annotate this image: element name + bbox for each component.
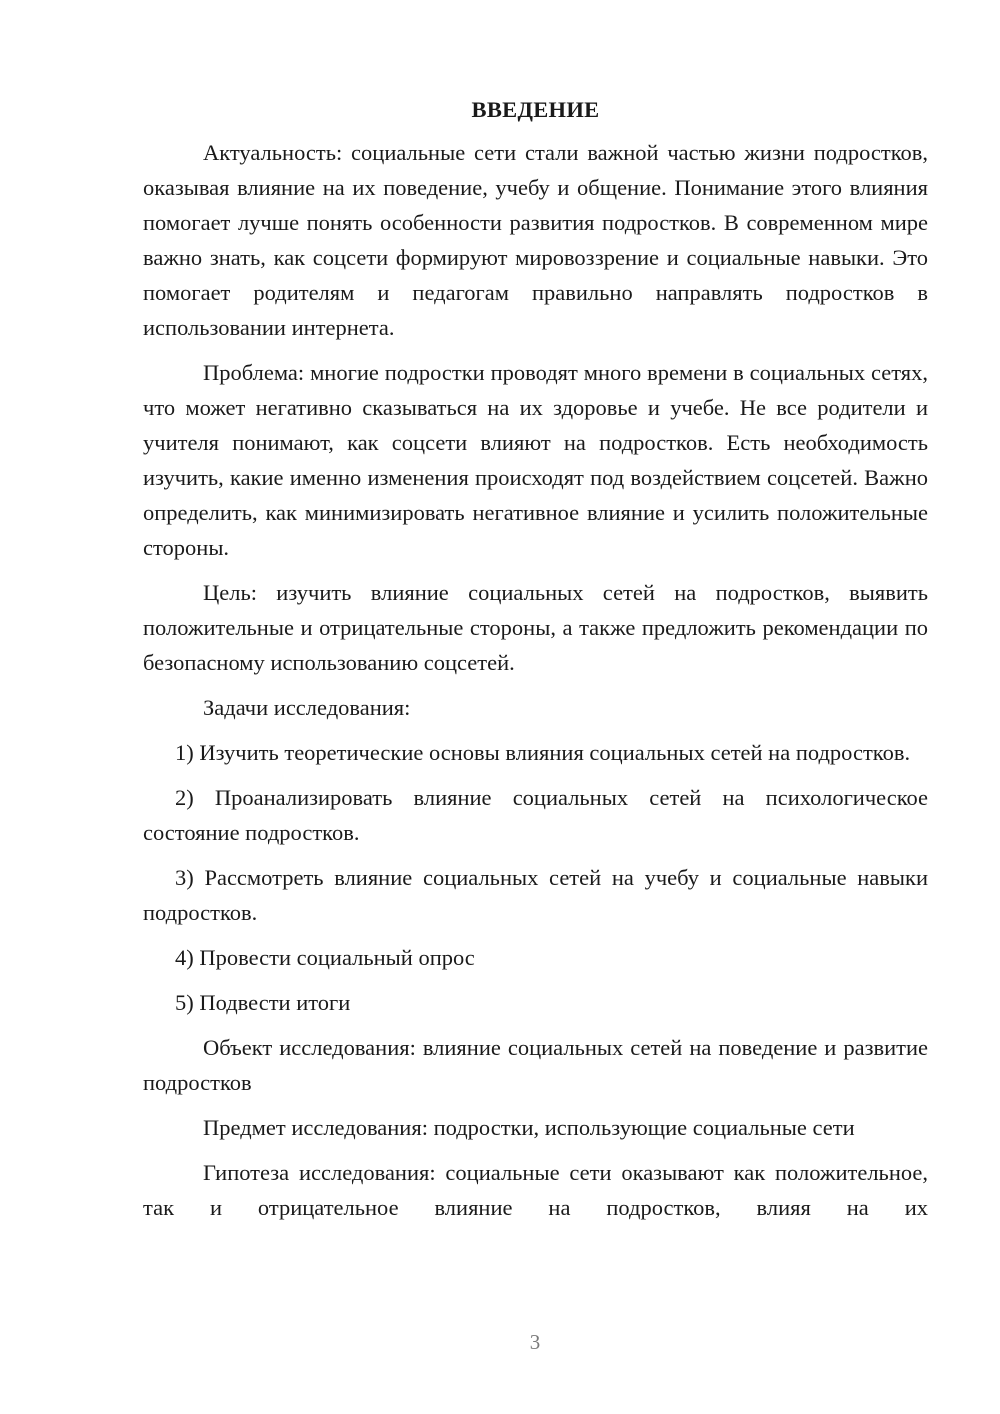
paragraph-relevance: Актуальность: социальные сети стали важной частью жизни подростков, оказывая влияние на их поведение, учебу и общение. Понимание этого влияния помогает лучше понять особенности развития подростков. В современном мире важно знать, как соцсети формируют мировоззрение и социальные навыки. Это помогает родителям и педагогам правильно направлять подростков в использовании интернета.	[143, 140, 928, 340]
section-title: ВВЕДЕНИЕ	[471, 97, 600, 122]
task-item-5: 5) Подвести итоги	[175, 990, 351, 1015]
paragraph-hypothesis: Гипотеза исследования: социальные сети оказывают как положительное, так и отрицательное влияние на подростков, влияя на их	[143, 1160, 928, 1220]
paragraph-object: Объект исследования: влияние социальных сетей на поведение и развитие подростков	[143, 1035, 928, 1095]
paragraph-subject: Предмет исследования: подростки, использующие социальные сети	[203, 1115, 855, 1140]
paragraph-problem: Проблема: многие подростки проводят много времени в социальных сетях, что может негативно сказываться на их здоровье и учебе. Не все родители и учителя понимают, как соцсети влияют на подростков. Есть необходимость изучить, какие именно изменения происходят под воздействием соцсетей. Важно определить, как минимизировать негативное влияние и усилить положительные стороны.	[143, 360, 928, 560]
task-item-3: 3) Рассмотреть влияние социальных сетей на учебу и социальные навыки подростков.	[143, 865, 928, 925]
task-item-2: 2) Проанализировать влияние социальных сетей на психологическое состояние подростков.	[143, 785, 928, 845]
task-item-4: 4) Провести социальный опрос	[175, 945, 475, 970]
page-number: 3	[529, 1330, 541, 1354]
task-item-1: 1) Изучить теоретические основы влияния социальных сетей на подростков.	[175, 740, 911, 765]
tasks-heading: Задачи исследования:	[203, 695, 411, 720]
paragraph-goal: Цель: изучить влияние социальных сетей на подростков, выявить положительные и отрицательные стороны, а также предложить рекомендации по безопасному использованию соцсетей.	[143, 580, 928, 675]
page-body	[143, 92, 928, 1235]
